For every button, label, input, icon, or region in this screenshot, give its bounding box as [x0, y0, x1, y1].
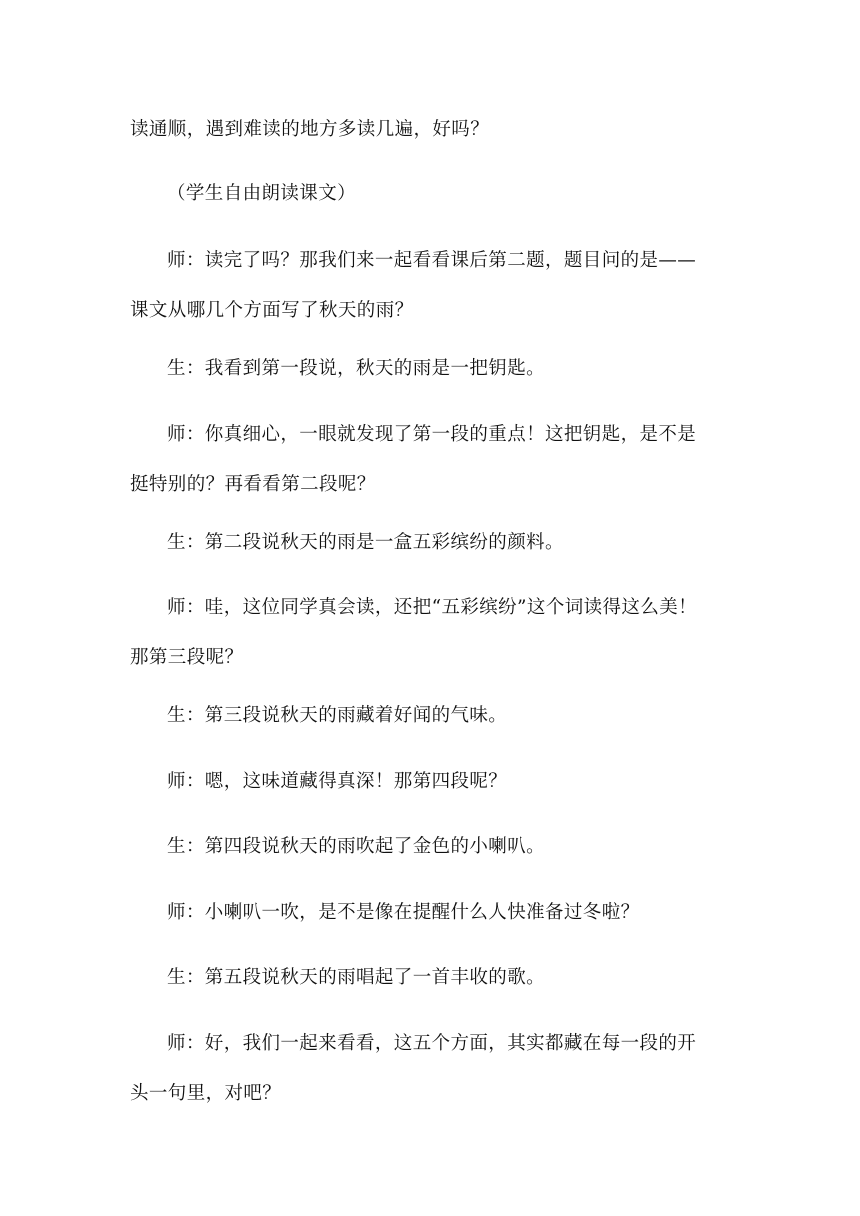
text-line: 师：小喇叭一吹，是不是像在提醒什么人快准备过冬啦？: [167, 902, 640, 923]
text-line: 挺特别的？再看看第二段呢？: [130, 474, 376, 495]
text-line: 师：好，我们一起来看看，这五个方面，其实都藏在每一段的开: [167, 1033, 697, 1054]
paragraph-teacher: [130, 410, 740, 510]
text-line: 头一句里，对吧？: [130, 1083, 282, 1104]
paragraph-student: [130, 691, 740, 741]
text-line: 生：我看到第一段说，秋天的雨是一把钥匙。: [167, 358, 546, 379]
paragraph-stage-direction: [130, 169, 740, 219]
text-line: 师：嗯，这味道藏得真深！那第四段呢？: [167, 771, 508, 792]
paragraph-teacher: [130, 1019, 740, 1119]
paragraph-teacher: [130, 888, 740, 938]
text-line: 师：哇，这位同学真会读，还把“五彩缤纷”这个词读得这么美！: [167, 597, 698, 618]
paragraph-teacher: [130, 583, 740, 683]
paragraph-teacher: [130, 757, 740, 807]
paragraph-student: [130, 518, 740, 568]
text-line: 生：第五段说秋天的雨唱起了一首丰收的歌。: [167, 967, 546, 988]
text-line: 课文从哪几个方面写了秋天的雨？: [130, 300, 414, 321]
text-line: 师：读完了吗？那我们来一起看看课后第二题，题目问的是——: [167, 250, 697, 271]
paragraph-student: [130, 822, 740, 872]
text-line: （学生自由朗读课文）: [167, 183, 357, 204]
text-line: 生：第三段说秋天的雨藏着好闻的气味。: [167, 705, 508, 726]
text-line: 读通顺，遇到难读的地方多读几遍，好吗？: [130, 119, 490, 140]
paragraph-student: [130, 344, 740, 394]
paragraph-continuation: [130, 105, 740, 155]
text-line: 师：你真细心，一眼就发现了第一段的重点！这把钥匙，是不是: [167, 424, 697, 445]
text-line: 生：第二段说秋天的雨是一盒五彩缤纷的颜料。: [167, 532, 564, 553]
text-line: 生：第四段说秋天的雨吹起了金色的小喇叭。: [167, 836, 546, 857]
text-line: 那第三段呢？: [130, 647, 244, 668]
paragraph-teacher: [130, 236, 740, 336]
paragraph-student: [130, 953, 740, 1003]
